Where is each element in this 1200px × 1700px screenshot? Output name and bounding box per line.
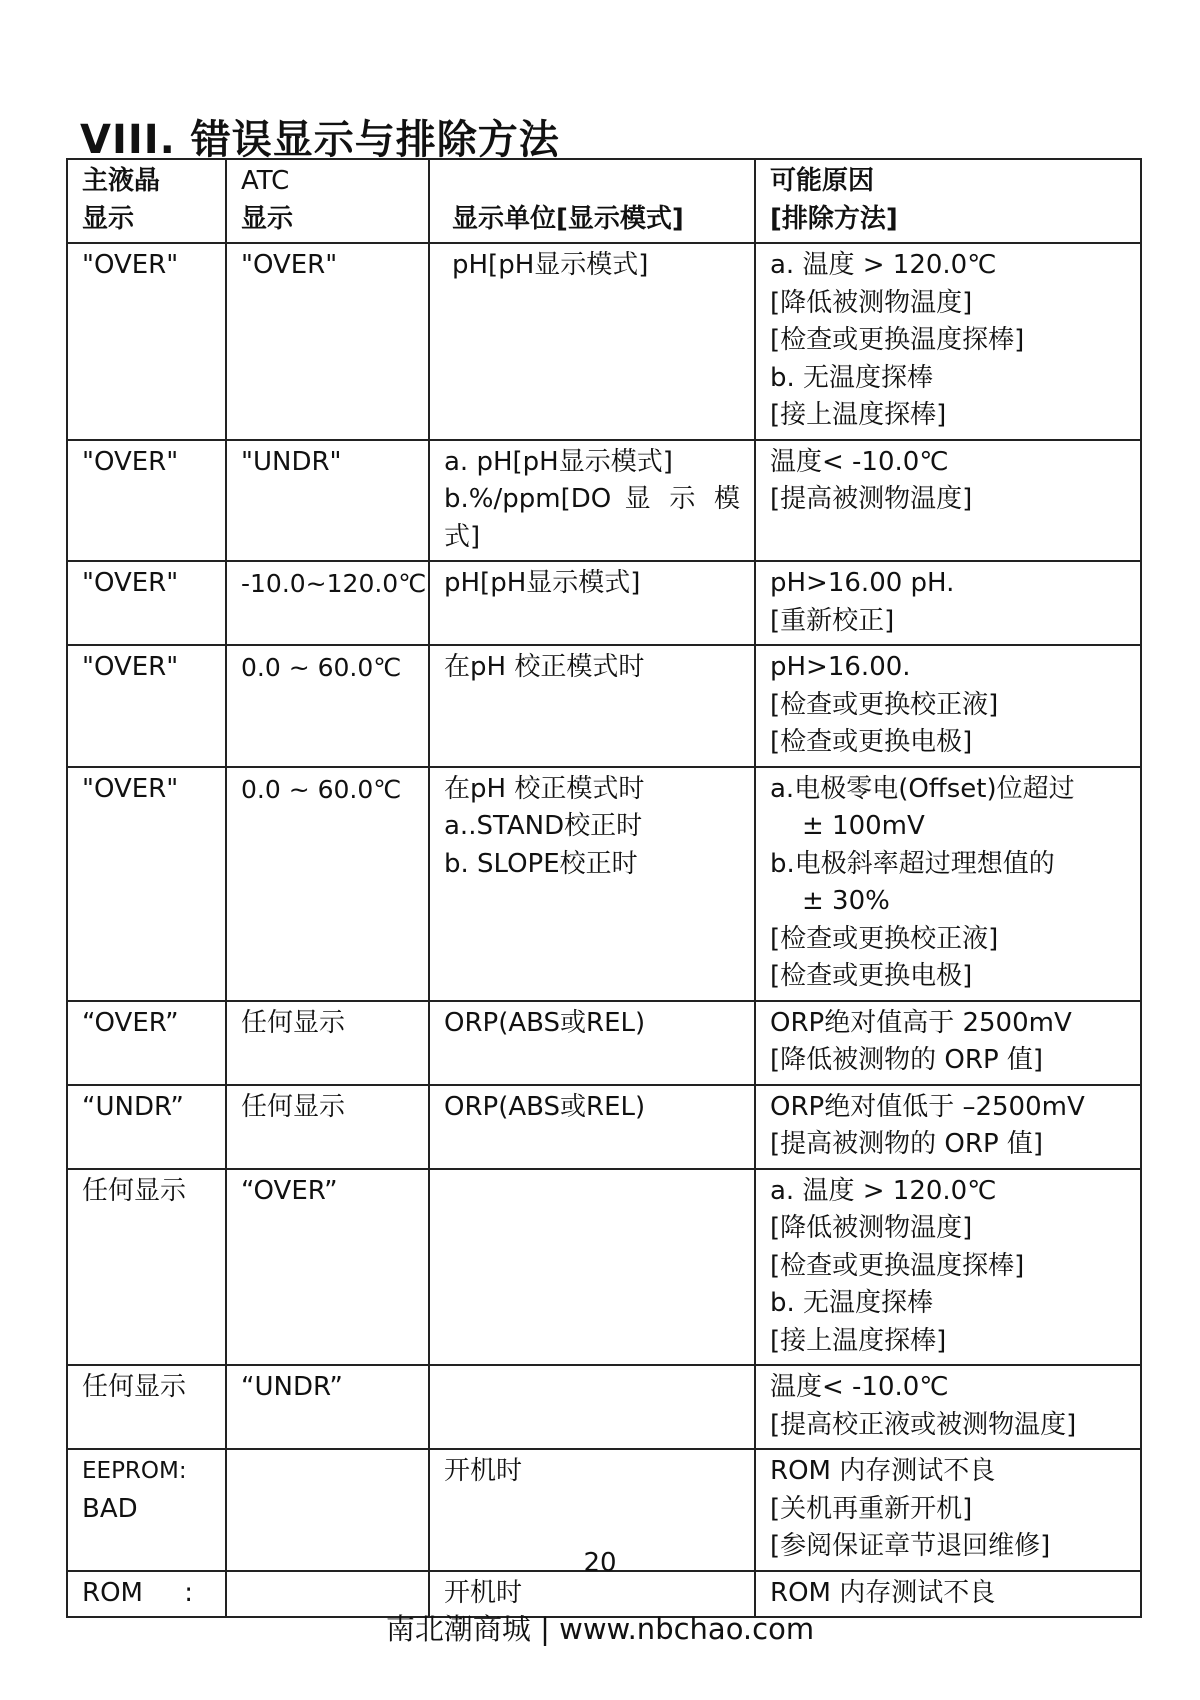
cell-line: 显示 (241, 203, 294, 234)
header-cell-unit-mode (429, 159, 755, 243)
cell-line: [降低被测物的 ORP 值] (770, 1045, 1044, 1075)
cell-unit-mode (429, 440, 755, 562)
cell-atc (226, 1085, 429, 1169)
cell-line: [检查或更换电极] (770, 961, 973, 991)
cell-line: [检查或更换校正液] (770, 689, 999, 720)
table-row (67, 243, 1141, 440)
cell-main-lcd (67, 440, 226, 562)
table-row (67, 767, 1141, 1001)
cell-line: ORP绝对值低于 –2500mV (770, 1091, 1085, 1122)
cell-cause-remedy (755, 645, 1141, 767)
cell-line: "OVER" (241, 250, 338, 280)
cell-unit-mode (429, 767, 755, 1001)
cell-cause-remedy (755, 1169, 1141, 1366)
cell-line: [排除方法] (770, 203, 898, 234)
cell-unit-mode (429, 243, 755, 440)
cell-line: "OVER" (82, 250, 179, 280)
cell-line: 开机时 (444, 1577, 523, 1608)
cell-line: 主液晶 (82, 166, 161, 196)
cell-line: 温度< -10.0℃ (770, 1372, 949, 1402)
cell-atc (226, 645, 429, 767)
cell-atc (226, 767, 429, 1001)
error-table (66, 158, 1142, 1618)
cell-line: pH[pH显示模式] (444, 568, 641, 598)
cell-line: 任何显示 (241, 1007, 346, 1038)
cell-main-lcd (67, 767, 226, 1001)
cell-line: [提高校正液或被测物温度] (770, 1409, 1077, 1440)
cell-line: ± 100mV (802, 811, 925, 841)
cell-line: [降低被测物温度] (770, 287, 973, 318)
cell-line: [参阅保证章节退回维修] (770, 1531, 1051, 1561)
cell-line: pH[pH显示模式] (452, 250, 649, 280)
cell-unit-mode (429, 1365, 755, 1449)
cell-main-lcd (67, 1169, 226, 1366)
cell-line: [检查或更换电极] (770, 727, 973, 757)
cell-atc (226, 561, 429, 645)
cell-line: ORP(ABS或REL) (444, 1091, 646, 1122)
table-header-row (67, 159, 1141, 243)
cell-cause-remedy (755, 1085, 1141, 1169)
cell-line: "OVER" (82, 568, 179, 598)
cell-line: 任何显示 (82, 1372, 187, 1402)
cell-line: pH>16.00. (770, 652, 911, 682)
cell-main-lcd (67, 561, 226, 645)
cell-unit-mode (429, 561, 755, 645)
cell-line: BAD (82, 1493, 138, 1524)
cell-line: b. SLOPE校正时 (444, 848, 638, 879)
cell-line: 在pH 校正模式时 (444, 652, 645, 682)
cell-atc (226, 1169, 429, 1366)
cell-line: 0.0 ~ 60.0℃ (241, 653, 402, 682)
cell-line: 0.0 ~ 60.0℃ (241, 774, 402, 804)
cell-line: 开机时 (444, 1456, 523, 1486)
cell-line: a. pH[pH显示模式] (444, 446, 673, 477)
cell-line: pH>16.00 pH. (770, 568, 955, 598)
cell-line: [检查或更换温度探棒] (770, 325, 1025, 355)
page-number: 20 (583, 1548, 617, 1578)
cell-cause-remedy (755, 1001, 1141, 1085)
cell-line: "UNDR" (241, 446, 342, 477)
cell-line: “OVER” (241, 1175, 338, 1206)
cell-unit-mode (429, 1085, 755, 1169)
cell-main-lcd (67, 645, 226, 767)
cell-line: -10.0~120.0℃ (241, 569, 427, 598)
cell-line: a.电极零电(Offset)位超过 (770, 773, 1075, 804)
cell-line: ORP绝对值高于 2500mV (770, 1007, 1072, 1038)
cell-line: "OVER" (82, 446, 179, 477)
cell-line: ROM 内存测试不良 (770, 1456, 996, 1486)
cell-main-lcd (67, 1085, 226, 1169)
table-row (67, 1365, 1141, 1449)
cell-line: [检查或更换校正液] (770, 923, 999, 954)
cell-line: 可能原因 (770, 166, 875, 196)
cell-unit-mode (429, 1169, 755, 1366)
cell-line: 在pH 校正模式时 (444, 773, 645, 804)
cell-line: “OVER” (82, 1007, 179, 1038)
cell-line: ± 30% (802, 886, 890, 916)
cell-line: [接上温度探棒] (770, 400, 947, 430)
cell-line: [检查或更换温度探棒] (770, 1250, 1025, 1281)
cell-line: ATC (241, 166, 290, 196)
table-row (67, 645, 1141, 767)
cell-line: [关机再重新开机] (770, 1493, 973, 1524)
cell-atc (226, 243, 429, 440)
header-cell-main-lcd (67, 159, 226, 243)
cell-line: "OVER" (82, 652, 179, 682)
cell-unit-mode (429, 645, 755, 767)
cell-line: b. 无温度探棒 (770, 362, 934, 393)
cell-cause-remedy (755, 767, 1141, 1001)
header-cell-atc (226, 159, 429, 243)
cell-line: a..STAND校正时 (444, 811, 643, 841)
cell-atc (226, 440, 429, 562)
cell-line: [提高被测物温度] (770, 484, 973, 514)
cell-line: ROM 内存测试不良 (770, 1577, 996, 1608)
cell-cause-remedy (755, 243, 1141, 440)
cell-line: ORP(ABS或REL) (444, 1007, 646, 1038)
page-title: VIII. 错误显示与排除方法 (80, 117, 560, 163)
cell-line: 显示 (82, 203, 135, 234)
cell-atc (226, 1001, 429, 1085)
cell-unit-mode (429, 1001, 755, 1085)
cell-line: [降低被测物温度] (770, 1213, 973, 1243)
cell-line: 显示单位[显示模式] (452, 203, 684, 234)
table-row (67, 561, 1141, 645)
cell-line: ROM : (82, 1577, 194, 1608)
cell-line: “UNDR” (82, 1091, 184, 1122)
cell-line: [提高被测物的 ORP 值] (770, 1129, 1044, 1159)
cell-cause-remedy (755, 1365, 1141, 1449)
cell-line: [接上温度探棒] (770, 1325, 947, 1356)
cell-line: "OVER" (82, 773, 179, 804)
cell-main-lcd (67, 1001, 226, 1085)
header-cell-cause-remedy (755, 159, 1141, 243)
cell-line: a. 温度 > 120.0℃ (770, 1175, 997, 1206)
table-row (67, 1001, 1141, 1085)
footer-watermark: 南北潮商城 | www.nbchao.com (385, 1612, 815, 1646)
cell-cause-remedy (755, 561, 1141, 645)
table-row (67, 440, 1141, 562)
table-row (67, 1085, 1141, 1169)
error-table-body (67, 159, 1141, 1617)
cell-main-lcd (67, 1365, 226, 1449)
cell-main-lcd (67, 243, 226, 440)
cell-line: 温度< -10.0℃ (770, 446, 949, 477)
cell-atc (226, 1365, 429, 1449)
cell-line: b. 无温度探棒 (770, 1288, 934, 1318)
cell-cause-remedy (755, 440, 1141, 562)
cell-line: b.%/ppm[DO 显 示 模式] (444, 484, 740, 552)
cell-line: 任何显示 (82, 1175, 187, 1206)
cell-line: a. 温度 > 120.0℃ (770, 250, 997, 280)
cell-line: EEPROM: (82, 1458, 187, 1484)
cell-line: 任何显示 (241, 1091, 346, 1122)
cell-line: “UNDR” (241, 1372, 343, 1402)
cell-line: b.电极斜率超过理想值的 (770, 848, 1055, 879)
cell-line: [重新校正] (770, 605, 895, 636)
table-row (67, 1169, 1141, 1366)
